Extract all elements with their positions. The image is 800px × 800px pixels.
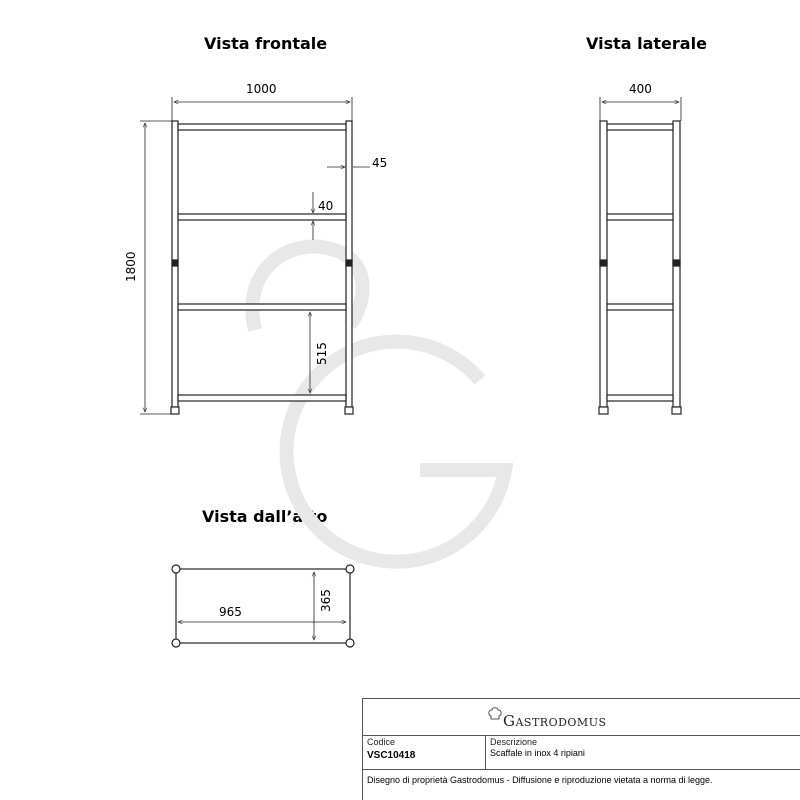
description-label: Descrizione — [490, 737, 538, 747]
top-post-front-right — [346, 565, 354, 573]
code-cell — [363, 735, 486, 769]
title-block-info-row — [363, 735, 800, 770]
top-view-title: Vista dall’alto — [202, 507, 328, 526]
upright-width-label: 45 — [372, 156, 388, 170]
front-shelf-1 — [178, 124, 346, 130]
side-shelf-2 — [607, 214, 673, 220]
side-view — [599, 121, 681, 414]
watermark-logo — [252, 247, 505, 562]
top-post-rear-left — [172, 639, 180, 647]
title-block — [362, 698, 800, 800]
side-shelf-4 — [607, 395, 673, 401]
description-value: Scaffale in inox 4 ripiani — [490, 748, 585, 758]
side-foot-rear — [672, 407, 681, 414]
front-shelf-4 — [178, 395, 346, 401]
front-width-label: 1000 — [246, 82, 277, 96]
front-shelf-3 — [178, 304, 346, 310]
ownership-notice: Disegno di proprietà Gastrodomus - Diffusione e riproduzione vietata a norma di legge. — [367, 775, 713, 785]
description-cell — [486, 735, 800, 769]
code-label: Codice — [367, 737, 396, 747]
front-foot-right — [345, 407, 353, 414]
front-height-label: 1800 — [124, 251, 138, 282]
code-value: VSC10418 — [367, 750, 416, 761]
title-block-logo-row — [363, 699, 800, 736]
side-shelf-1 — [607, 124, 673, 130]
side-view-title: Vista laterale — [586, 34, 707, 53]
brand-name: Gastrodomus — [503, 712, 607, 730]
top-depth-label: 365 — [319, 589, 333, 612]
top-width-label: 965 — [219, 605, 242, 619]
chef-hat-icon — [487, 705, 503, 721]
shelf-spacing-label: 515 — [315, 342, 329, 365]
side-shelf-3 — [607, 304, 673, 310]
side-dimensions — [600, 97, 681, 121]
side-depth-label: 400 — [629, 82, 652, 96]
front-view-title: Vista frontale — [204, 34, 328, 53]
top-post-rear-right — [346, 639, 354, 647]
side-foot-front — [599, 407, 608, 414]
top-post-front-left — [172, 565, 180, 573]
front-shelf-2 — [178, 214, 346, 220]
front-foot-left — [171, 407, 179, 414]
shelf-thickness-label: 40 — [318, 199, 334, 213]
